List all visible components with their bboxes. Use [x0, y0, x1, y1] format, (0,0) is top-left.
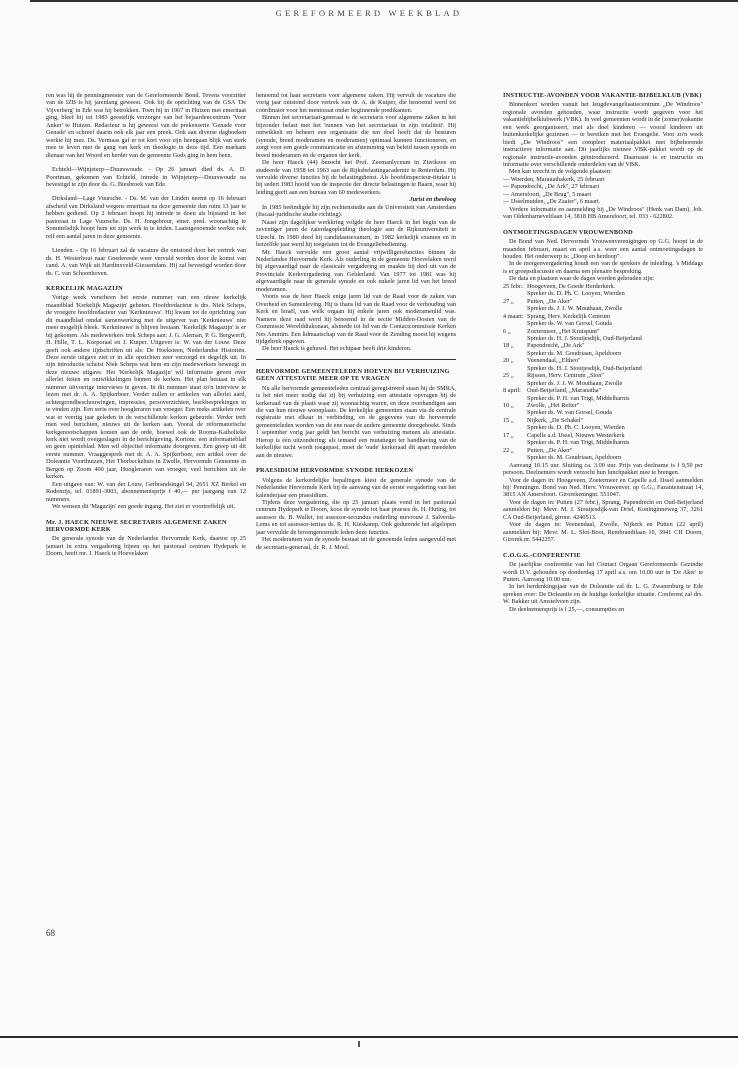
- meeting-detail: Hoogeveen, De Goede Herderkerk.: [527, 282, 616, 290]
- article-haeck-p2: Binnen het secretariaat-generaal is de secretaris voor algemene zaken in het bijzonder belast met het 'runnen van het secretariaat in zijn totaliteit'. Hij ontwikkelt en beheert een organisatie die ten doel heeft dat de besturen (synode, breed moderamen en moderamen) optimaal kunnen functioneren, en zorgt voor een goede communicatie en afstemming van beleid tussen synode en breed moderamen en de organen der kerk.: [256, 114, 456, 159]
- column-middle: [256, 92, 456, 876]
- meeting-detail: Spreker ds. J. J. W. Mouthaan, Zwolle: [527, 379, 623, 387]
- meeting-date: [503, 305, 525, 312]
- meeting-date: 22 „: [503, 446, 514, 454]
- column-right: [503, 92, 703, 962]
- meeting-detail: Sprang, Herv. Kerkelijk Centrum: [527, 312, 611, 320]
- page-number: 68: [46, 928, 55, 938]
- meeting-date: [503, 320, 525, 327]
- meeting-detail: Spreker ds. D. Ph. C. Looyen, Wierden: [527, 290, 625, 298]
- meeting-detail: Spreker ds. P. H. van Trigt, Middelharnis: [527, 439, 630, 447]
- news-echteld: Echteld—Wijnjeterp—Duurswoude. - Op 26 januari died ds. A. D. Poortman, gekomen van Echteld, intrede in Wijnjeterp—Duurswoude na bevestigd te zijn door ds. G. Biesbroek van Ede.: [46, 166, 246, 188]
- meeting-date: [503, 380, 525, 387]
- meeting-detail: Spreker ds. H. J. Stoutjesdijk, Oud-Beijerland: [527, 364, 642, 372]
- meeting-date: 17 „: [503, 431, 514, 439]
- top-rule: [30, 0, 738, 2]
- heading-ontmoetingsdagen: ONTMOETINGSDAGEN VROUWENBOND: [503, 228, 633, 236]
- meeting-detail: Spreker ds. W. van Gorsel, Gouda: [527, 409, 613, 417]
- meeting-date: [503, 395, 525, 402]
- heading-vbk: INSTRUCTIE-AVONDEN VOOR VAKANTIE-BIJBELKLUB (VBK): [503, 92, 702, 99]
- meeting-date: [503, 454, 525, 461]
- article-cogg-p2: In het herdenkingsjaar van de Doleantie zal dr. L. G. Zwanenburg te Ede spreken over: De Doleantie en de huidige kerkelijke situatie. Conferent zal drs. W. Bakker uit Amstelveen zijn.: [503, 583, 703, 606]
- meeting-date: 4 maart:: [503, 312, 524, 320]
- obituary-text: ren was hij de penningmeester van de Gereformeerde Bond. Tevens voorzitter van de IZB is hij jarenlang geweest. Ook bij de oprichting van de GSA 'De Vijverberg' in Ede was hij betrokken. Toen hij in 1967 in Huizen met emeritaat ging, bleef hij tot 1983 geestelijk verzorger van het bejaardencentrum 'Voor Anker' te Huizen. Redacteur is hij geweest van de prekenserie 'Genade voor Genade' en schreef daarin ook elk jaar een preek. Ook aan diverse dagboeken werkte hij mee. Ds. Vermaas gaf er tot kort voor zijn heengaan blijk van sterk mee te leven met de gang van kerk en theologie in deze tijd. Een markant dienaar van het Woord en herder van de gemeente Gods ging in hem heen.: [46, 92, 246, 159]
- meeting-date: 18 „: [503, 342, 514, 350]
- vbk-place: — Papendrecht, „De Ark", 27 februari: [503, 183, 600, 191]
- bottom-rule: [0, 1036, 738, 1038]
- vbk-place: — IJsselmuiden, „De Zaaier", 6 maart.: [503, 198, 601, 206]
- meeting-date: [503, 409, 525, 416]
- meeting-detail: Spreker ds. P. H. van Trigt, Middelharnis: [527, 394, 630, 402]
- subheading-jurist: Jurist en theoloog: [409, 196, 456, 204]
- column-left: [46, 92, 246, 937]
- meeting-detail: Veenendaal, „Eltheo": [527, 357, 581, 365]
- meeting-date: 8 april:: [503, 387, 521, 395]
- article-ont-p6: Voor de dagen in: Putten (27 febr.), Sprang, Papendrecht en Oud-Beijerland aanmelden bij: Mevr. M. J. Stoutjesdijk-van Driel, Koninginneweg 37, 3261 CA Oud-Beijerland, gironr. 4240513.: [503, 498, 703, 521]
- article-haeck-p5: Naast zijn dagelijkse werkkring volgde de heer Haeck in het begin van de zeventiger jaren de zaterdagopleiding theologie aan de Rijksuniversiteit te Utrecht. In 1980 deed hij candidaatsexamen, in 1982 kerkelijk examen en in hetzelfde jaar werd hij toegelaten tot de Evangeliebediening.: [256, 218, 456, 249]
- article-ont-p5: Voor de dagen in: Hoogeveen, Zoetermeer en Capelle a.d. IJssel aanmelden bij: Penningm. Bond van Ned. Herv. Vrouwenver. op G.G., Fazantenstraat 14, 3815 AN Amersfoort. Girorekeningnr. 551047.: [503, 476, 703, 499]
- article-magazijn: Vorige week verscheen het eerste nummer van een nieuw kerkelijk maandblad 'Kerkelijk Magazijn' geheten. Hoofdredacteur is drs. Niek Scheps, de vroegere hoofdredacteur van 'Kerknieuws'. Hij kwam tot de oprichting van dit maandblad omdat samenwerking met de uitgever van 'Kerknieuws' niet meer mogelijk bleek. 'Kerknieuws' is blijven bestaan. 'Kerkelijk Magazijn' is er bij gekomen. Als medewerkers trok Scheps aan: J. G. Aleman, P. G. Bergwerff, H. Hille, T. L. Korporaal en J. Kuiper. Uitgever is: W. van der Louw. Deze geeft ook andere tijdschriften uit als: De Hoeksteen, Nederlandse Historiën. Deze eerste uitgave ziet er in alle opzichten zeer verzorgd en degelijk uit. In zijn introductie schetst Niek Scheps wat hem en zijn medewerkers beweegt in deze nieuwe uitgave. Het 'Kerkelijk Magazijn' wil informatie geven over allerlei feiten en ontwikkelingen binnen de kerken. Het plan bestaat in elk nummer uitvoerige interviews te geven. In dit nummer staat zo'n interview te lezen met dr. A. A. Spijkerboer. Verder zullen er artikelen van allerlei aard, achtergrondbeschouwingen, impressies, persoverzichten, boekbesprekingen in te vinden zijn. Een serie over hoogleraren van vroeger. Een reeks artikelen over wat er veertig jaar geleden in de verschillende kerken gebeurde. Verder treft men veel berichten, nieuws uit de kerken aan. Vooral de reformatorische kerkgenootschappen komen aan de orde, hoewel ook de Rooms-Katholieke kerk niet wordt overgeslagen in de berichtgeving. Kortom: een informatieblad en geen opinieblad. Men wil objectief informatie doorgeven. Een greep uit dit eerste nummer. Vraaggesprek met dr. A. A. Spijkerboer, een artikel over de Doleantie Voorthuizen, Het Thorbeckehuis in Zwolle, Hervormde Gemeente in Bergen op Zoom 400 jaar, Hoogleraren van vroeger, veel berichten uit de kerken.: [46, 294, 246, 481]
- article-vbk-info: Verdere informatie en aanmelding bij „De Windroos" (Henk van Dam), Joh. van Oldenbarneveltlaan 14, 3818 HB Amersfoort, tel. 033 - 622802.: [503, 205, 703, 221]
- heading-kerkelijk-magazijn: KERKELIJK MAGAZIJN: [46, 284, 123, 292]
- meeting-date: 20 „: [503, 357, 514, 365]
- article-cogg-p1: De jaarlijkse conferentie van het Contact Orgaan Gereformeerde Gezindte wordt D.V. gehouden op donderdag 17 april a.s. om 10.00 uur in 'De Aker' te Putten. Aanvang 10.00 uur.: [503, 561, 703, 583]
- meeting-date: [503, 335, 525, 342]
- article-haeck-p7: Voorts was de heer Haeck enige jaren lid van de Raad voor de zaken van Overheid en Samenleving. Hij is thans lid van de Raad voor de verhouding van Kerk en Israël, van welk orgaan hij enkele jaren ook moderamenlid was. Namens deze raad werd hij benoemd in de sectie Midden-Oosten van de Commissie Werelddiakonaat, alsmede tot lid van de Contactcommissie Kerken Nes Ammim. Een lidmaatschap van de Raad voor de Zending moest hij wegens tijdgebrek opgeven.: [256, 293, 456, 345]
- meeting-detail: Spreker ds. M. Goudriaan, Apeldoorn: [527, 454, 622, 462]
- meeting-date: [503, 290, 525, 297]
- meeting-detail: Spreker ds. H. J. Stoutjesdijk, Oud-Beijerland: [527, 334, 642, 342]
- article-praesidium-p1: Volgens de kerkordelijke bepalingen kiest de generale synode van de Nederlandse Hervormde Kerk bij de aanvang van de eerste vergadering van het kalenderjaar een praesidium.: [256, 476, 456, 499]
- meeting-date: 27 „: [503, 297, 514, 305]
- section-divider: [256, 359, 456, 360]
- meeting-detail: Spreker ds. M. Goudriaan, Apeldoorn: [527, 349, 622, 357]
- meeting-schedule: [503, 283, 703, 462]
- running-header: GEREFORMEERD WEEKBLAD: [275, 8, 463, 18]
- article-ont-p2: In de morgenvergadering houdt een van de sprekers de inleiding. 's Middags is er groepsdiscussie en daarna een plenaire bespreking.: [503, 260, 703, 275]
- meeting-detail: Oud-Beijerland, „Maranatha": [527, 387, 602, 395]
- article-praesidium-p3: Het moderamen van de synode bestaat uit de genoemde leden aangevuld met de secretaris-generaal, dr. R. J. Mool.: [256, 536, 456, 551]
- meeting-date: 15 „: [503, 416, 514, 424]
- meeting-date: [503, 365, 525, 372]
- article-haeck-p6: Mr. Haeck vervulde een groot aantal vrijwilligersfuncties binnen de Nederlandse Hervormde Kerk. Als ouderling in de gemeente Hoevelaken werd hij afgevaardigd naar de classicale vergadering en maakte hij deel uit van de Provinciale Kerkvergadering van Gelderland. Van 1977 tot 1981 was hij afgevaardigde naar de generale synode en ook enkele jaren lid van het breed moderamen.: [256, 248, 456, 293]
- news-lienden: Lienden. - Op 16 februari zal de vacature die ontstond door het vertrek van ds. H. Westerhout naar Goedereede weer vervuld worden door de komst van cand. A. van Wijk uit Hardinxveld-Giessendam. Hij zal bevestigd worden door ds. C. van Schoonhoven.: [46, 247, 246, 277]
- meeting-detail: Capelle a.d. IJssel, Nieuwe Westerkerk: [527, 431, 625, 439]
- heading-haeck: Mr. J. HAECK NIEUWE SECRETARIS ALGEMENE ZAKEN HERVORMDE KERK: [46, 518, 227, 533]
- article-praesidium-p2: Tijdens deze vergadering, die op 25 januari plaats vond in het pastoraal centrum Hydepark te Doorn, koos de synode tot haar praeses ds. H. Huting, tot assessor ds. B. Wallet, tot assessor-secundus ouderling mevrouw J. Salverda-Lems en tot assessor-tertius ds. R. H. Kieskamp. Ook gedurende het afgelopen jaar vervulde de bovengenoemde leden deze functies.: [256, 498, 456, 536]
- meeting-detail: Spreker ds. D. Ph. C. Looyen, Wierden: [527, 424, 625, 432]
- bottom-tick-mark: [358, 1041, 360, 1047]
- article-haeck-p4: In 1985 beëindigde hij zijn rechtenstudie aan de Universiteit van Amsterdam (fiscaal-juridische studie richting).: [256, 203, 456, 219]
- article-vbk: Binnenkort worden vanuit het Jeugdevangelisatiecentrum „De Windroos" regionale avonden gehouden, waar instructie wordt gegeven voor het vakantiebijbelklubwerk (VBK). In veel gemeenten wordt in de (zomer)vakantie een week georganiseert, met als doel kinderen — vooral kinderen uit buitenkerkelijke gezinnen — te bereiken met het Evangelie. Voor zo'n week biedt „De Windroos" een compleet materiaalpakket met bijbehorende instructieve informatie aan. Dit jaarlijks nieuwe VBK-pakket wordt op de regionale instructie-avonden geïntroduceerd. Daarnaast is er instructie en informatie over verschillende onderdelen van de VBK.: [503, 101, 703, 169]
- meeting-detail: Zwolle, „Het Refter": [527, 402, 580, 410]
- article-ont-p4: Aanvang 10.15 uur. Sluiting ca. 3.00 uur. Prijs van deelname is f 9,50 per persoon. Deelnemers wordt verzocht hun lunchpakket mee te brengen.: [503, 461, 703, 477]
- meeting-date: 6 „: [503, 327, 511, 335]
- article-haeck-p3: De heer Haeck (44) bezocht het Prof. Zeemanlyceum in Zierikzee en studeerde van 1958 tot 1963 aan de Rijksbelastingacademie te Rotterdam. Hij vervulde diverse functies bij de belastingdienst. Als hoofdinspecteur-titulair is hij sedert 1983 hoofd van de inspectie der directe belastingen te Baarn, waar hij leiding geeft aan een bureau van 60 medewerkers.: [256, 159, 456, 196]
- heading-cogg: C.O.G.G.-CONFERENTIE: [503, 551, 581, 559]
- news-dirksland: Dirksland—Lage Vuursche. - Ds. M. van der Linden neemt op 16 februari afscheid van Dirksland wegens emeritaat na deze gemeente dan ruim 13 jaar te hebben gediend. Op 2 februari hoopt hij intrede te doen als bijstand in het pastoraat te Lage Vuursche. Ds. H. Jongebreur, emer. pred. woonachtig te Sommelsdijk hoopt hem tot zijn werk in te leiden. Laatstgenoemde werkte ook reif een aantal jaren in deze gemeente.: [46, 195, 246, 240]
- article-cogg-p3: De deelnemersprijs is f 25,—, consumpties en: [509, 605, 625, 613]
- article-haeck-p1: benoemd tot haar secretaris voor algemene zaken. Hij vervult de vacature die vorig jaar ontstond door vertrek van dr. A. de Kuiper, die benoemd werd tot coördinator voor het mentoraat onder beginnende predikanten.: [256, 92, 456, 114]
- meeting-date: [503, 424, 525, 431]
- article-magazijn-publisher: Een uitgave van: W. van der Louw, Gerbrandsingel 94, 2651 XZ Berkel en Rodenrijs, tel. 01891-3003, abonnementsprijs f 40,— per jaargang van 12 nummers.: [46, 480, 246, 503]
- meeting-detail: Spreker ds. J. J. W. Mouthaan, Zwolle: [527, 305, 623, 313]
- meeting-date: 25 febr.:: [503, 282, 524, 290]
- article-ont-p3: De data en plaatsen waar de dagen worden gehouden zijn:: [509, 275, 655, 283]
- meeting-detail: Papendrecht, „De Ark": [527, 342, 585, 350]
- article-haeck-start: De generale synode van de Nederlandse Hervormde Kerk, daartoe op 25 januari in extra vergadering bijeen op het pastoraal centrum Hydepark te Doorn, heeft mr. J. Haeck te Hoevelaken: [46, 535, 246, 558]
- meeting-date: [503, 439, 525, 446]
- meeting-date: [503, 350, 525, 357]
- article-gemeenteleden: Nu alle hervormde gemeenteleden centraal geregistreerd staan bij de SMRA, is het niet meer nodig dat zij bij verhuizing een attestatie opvragen bij de kerkeraad van de plaats waar zij woonachtig waren, en deze overhandigen aan die van hun nieuwe woonplaats. De kerkelijke gemeenten staan via de centrale registratie met elkaar in verbinding, en de gegevens van de hervormde gemeenteleden worden van de ene naar de andere gemeente doorgeboekt. Sinds 1 september vorig jaar geldt het bericht van verhuizing meteen als attestatie. Hierop is één uitzondering: als iemand een mutatieget ter handhaving van de kerkelijke tucht wordt toegepast, moet de 'oude' kerkeraad dit apart meedelen aan de nieuwe.: [256, 384, 456, 459]
- meeting-date: 25 „: [503, 372, 514, 380]
- vbk-place: — Woerden, Maranathakerk, 25 februari: [503, 175, 605, 183]
- article-magazijn-closing: We wensen dit 'Magazijn' een goede ingang. Het ziet er voortreffelijk uit.: [52, 503, 235, 511]
- meeting-detail: Putten, „De Aker": [527, 297, 573, 305]
- meeting-date: 10 „: [503, 402, 514, 410]
- meeting-detail: Nijkerk, „De Schakel": [527, 416, 584, 424]
- meeting-detail: Spreker ds. W. van Gorsel, Gouda: [527, 320, 613, 328]
- meeting-detail: Rijssen, Herv. Centrum „Sion": [527, 372, 604, 380]
- article-vbk-places-intro: Men kan terecht in de volgende plaatsen:: [509, 168, 612, 176]
- meeting-detail: Zoetermeer, „Het Kruispunt": [527, 327, 600, 335]
- article-ont-p7: Voor de dagen in: Veenendaal, Zwolle, Nijkerk en Putten (22 april) aanmelden bij: Mevr. M. L. Slot-Boot, Rembrandtlaan 10, 3941 CH Doorn, Girorek.nr. 5442257.: [503, 521, 703, 544]
- vbk-place: — Amersfoort, „De Brug", 5 maart: [503, 190, 592, 198]
- heading-praesidium: PRAESIDIUM HERVORMDE SYNODE HERKOZEN: [256, 467, 414, 475]
- article-ont-p1: De Bond van Ned. Hervormde Vrouwenverenigingen op G.G. hoopt in de maanden februari, maart en april a.s. weer een aantal ontmoetingsdagen te houden. Het onderwerp is: „Doop en herdoop".: [503, 238, 703, 260]
- heading-gemeenteleden: HERVORMDE GEMEENTELEDEN HOEVEN BIJ VERHUIZING GEEN ATTESTATIE MEER OP TE VRAGEN: [256, 367, 450, 383]
- article-haeck-p8: De heer Haeck is gehuwd. Het echtpaar heeft drie kinderen.: [262, 345, 412, 353]
- meeting-detail: Putten, „De Aker": [527, 446, 573, 454]
